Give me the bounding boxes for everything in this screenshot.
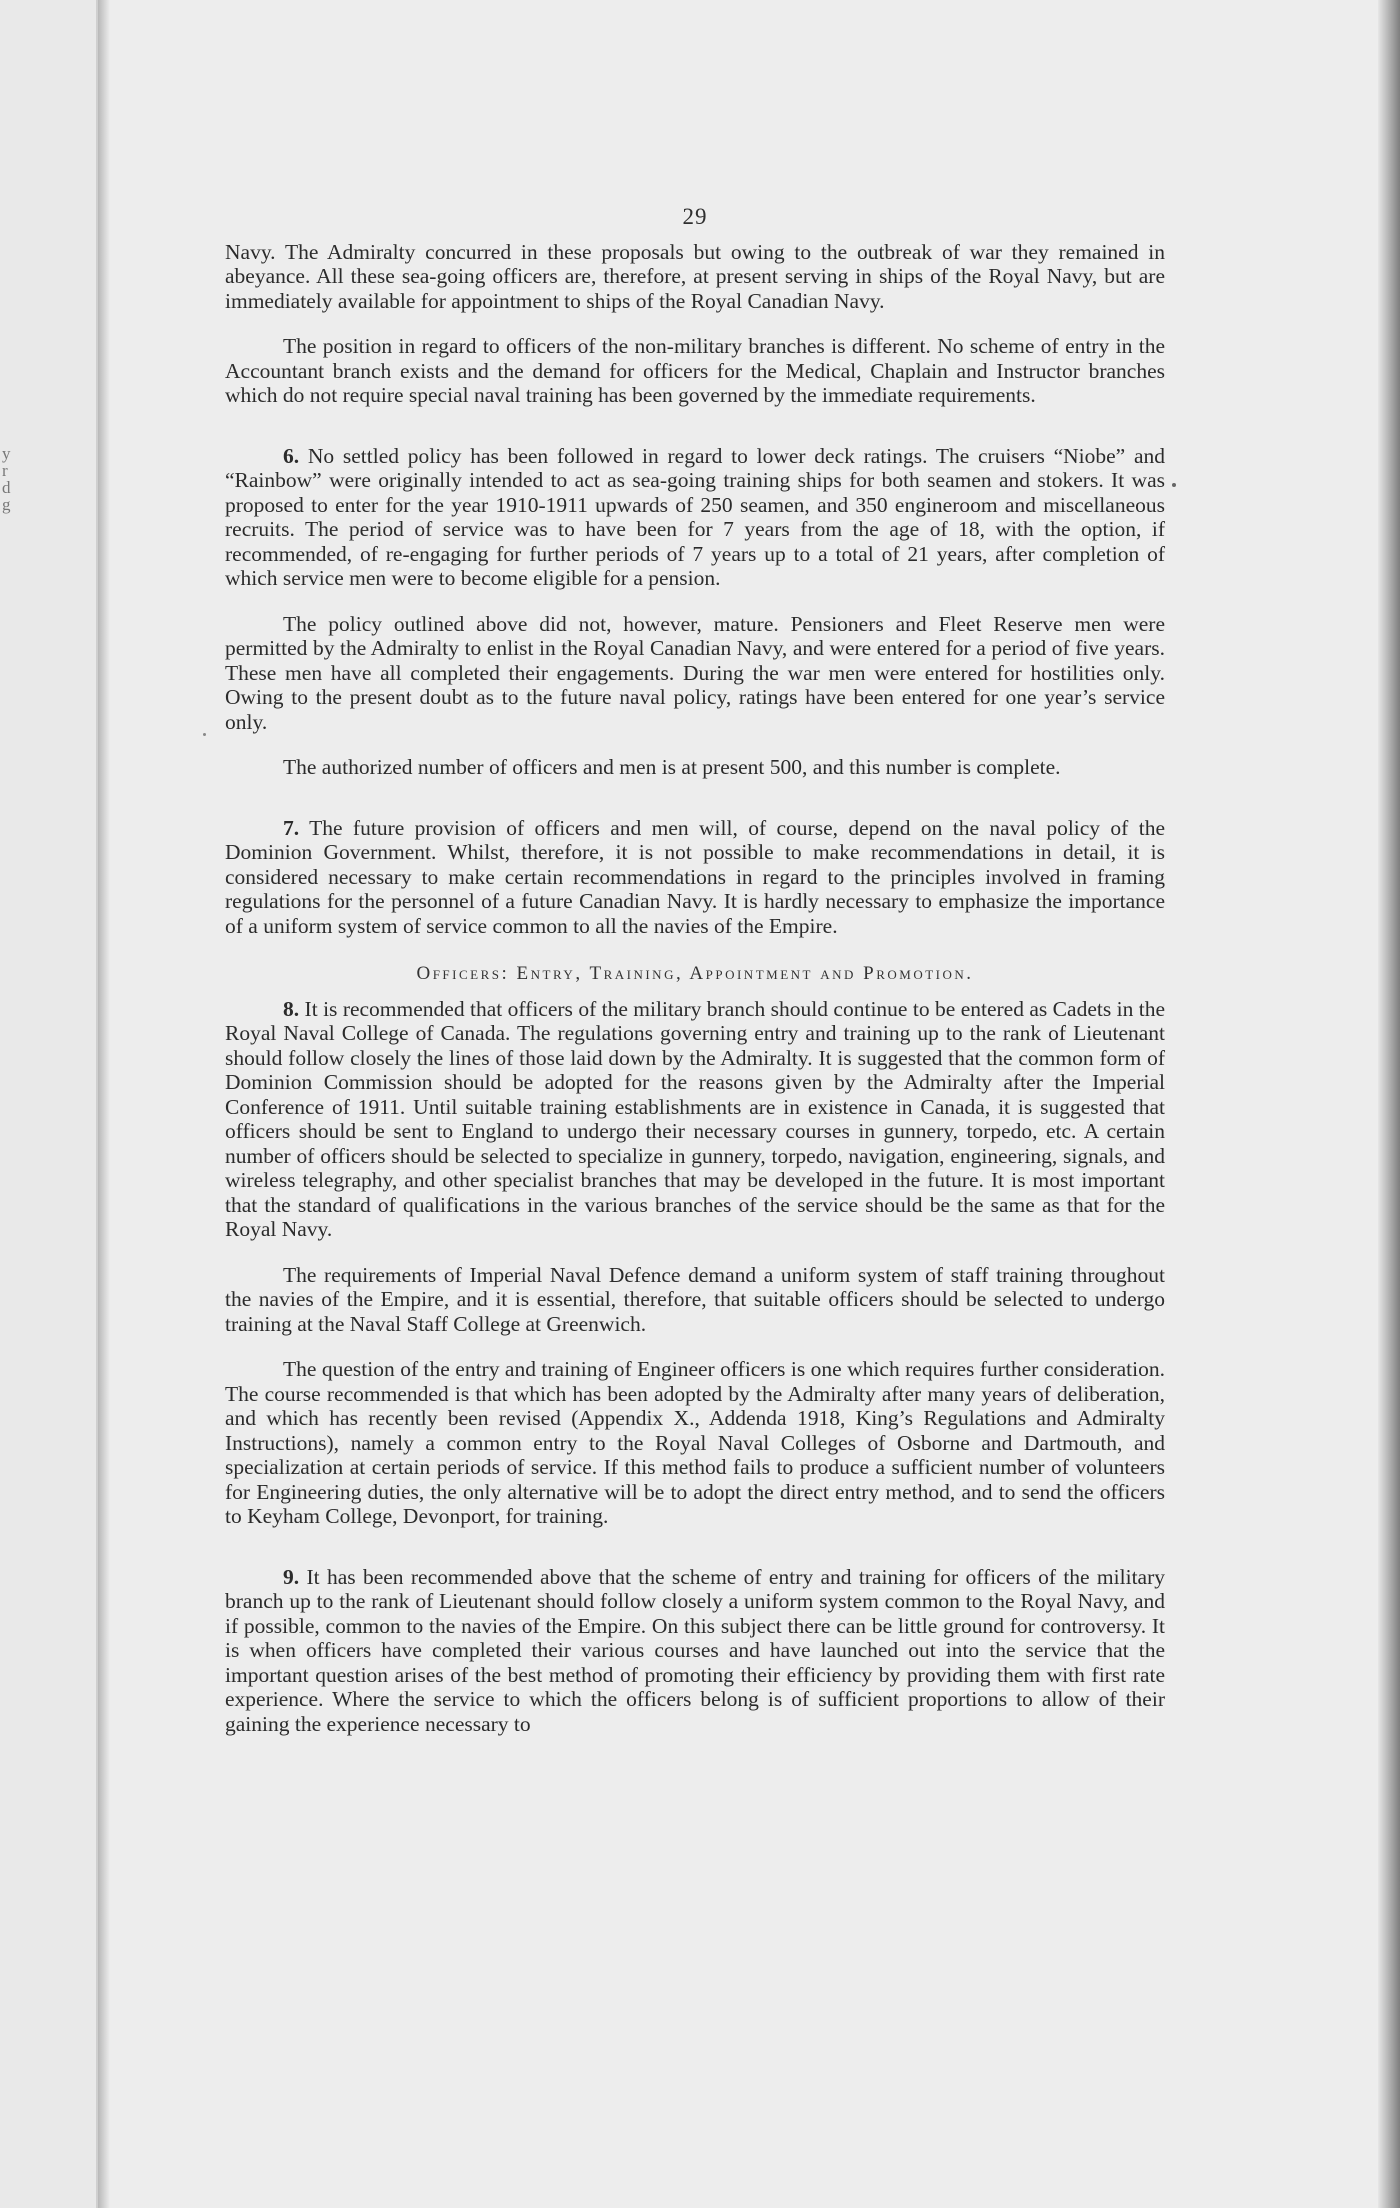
facing-page-margin-text (2, 445, 14, 513)
paragraph-text: The policy outlined above did not, however, mature. Pensioners and Fleet Reserve men were permitted by the Admiralty to enlist in the Royal Canadian Navy, and were entered for a period of five years. These men have all completed their engagements. During the war men were entered for hostilities only. Owing to the present doubt as to the future naval policy, ratings have been entered for one year’s service only. (225, 611, 1165, 734)
paragraph-text: No settled policy has been followed in regard to lower deck ratings. The cruisers “Niobe” and “Rainbow” were originally intended to act as sea-going training ships for both seamen and stokers. It was proposed to enter for the year 1910-1911 upwards of 250 seamen, and 350 engineroom and miscellaneous recruits. The period of service was to have been for 7 years from the age of 18, with the option, if recommended, of re-engaging for further periods of 7 years up to a total of 21 years, after completion of which service men were to become eligible for a pension. (225, 443, 1165, 590)
paragraph (225, 755, 1165, 780)
paragraph (225, 240, 1165, 314)
paragraph-text: The authorized number of officers and men is at present 500, and this number is complete. (283, 755, 1061, 779)
section-heading: Officers: Entry, Training, Appointment and Promotion. (416, 963, 974, 984)
margin-mark: d (2, 478, 11, 497)
page-edge-shadow (1378, 0, 1400, 2208)
paragraph (225, 612, 1165, 735)
margin-mark: r (2, 461, 8, 480)
paragraph (225, 1357, 1165, 1529)
paragraph-text: It is recommended that officers of the military branch should continue to be entered as Cadets in the Royal Naval College of Canada. The regulations governing entry and training up to the rank of Lieutenant should follow closely the lines of those laid down by the Admiralty. It is suggested that the common form of Dominion Commission should be adopted for the reasons given by the Admiralty after the Imperial Conference of 1911. Until suitable training establishments are in existence in Canada, it is suggested that officers should be sent to England to undergo their necessary courses in gunnery, torpedo, etc. A certain number of officers should be selected to specialize in gunnery, torpedo, navigation, engineering, signals, and wireless telegraphy, and other specialist branches that may be developed in the future. It is most important that the standard of qualifications in the various branches of the service should be the same as that for the Royal Navy. (225, 996, 1165, 1241)
facing-page-edge (0, 0, 98, 2208)
paragraph-number: 7. (283, 815, 300, 840)
paragraph-number: 9. (283, 1564, 300, 1589)
numbered-paragraph-9 (225, 1565, 1165, 1737)
paragraph (225, 1263, 1165, 1337)
numbered-paragraph-8 (225, 997, 1165, 1242)
paragraph-text: The requirements of Imperial Naval Defence demand a uniform system of staff training throughout the navies of the Empire, and it is essential, therefore, that suitable officers should be selected to undergo training at the Naval Staff College at Greenwich. (225, 1262, 1165, 1336)
numbered-paragraph-6 (225, 444, 1165, 591)
paragraph-number: 6. (283, 443, 300, 468)
margin-mark: g (2, 495, 11, 514)
binding-gutter (98, 0, 110, 2208)
paragraph (225, 334, 1165, 408)
page-number: 29 (682, 204, 708, 229)
ink-speck (1172, 483, 1176, 487)
paragraph-number: 8. (283, 996, 300, 1021)
margin-mark: y (2, 444, 11, 463)
ink-speck (203, 733, 206, 736)
numbered-paragraph-7 (225, 816, 1165, 939)
paragraph-text: The position in regard to officers of the non-military branches is different. No scheme of entry in the Accountant branch exists and the demand for officers for the Medical, Chaplain and Instructor branches which do not require special naval training has been governed by the immediate requirements. (225, 334, 1165, 407)
paragraph-text: The question of the entry and training of Engineer officers is one which requires further consideration. The course recommended is that which has been adopted by the Admiralty after many years of deliberation, and which has recently been revised (Appendix X., Addenda 1918, King’s Regulations and Admiralty Instructions), namely a common entry to the Royal Naval Colleges of Osborne and Dartmouth, and specialization at certain periods of service. If this method fails to produce a sufficient number of volunteers for Engineering duties, the only alternative will be to adopt the direct entry method, and to send the officers to Keyham College, Devonport, for training. (225, 1357, 1165, 1528)
paragraph-text: It has been recommended above that the scheme of entry and training for officers of the military branch up to the rank of Lieutenant should follow closely a uniform system common to the Royal Navy, and if possible, common to the navies of the Empire. On this subject there can be little ground for controversy. It is when officers have completed their various courses and have launched out into the service that the important question arises of the best method of promoting their efficiency by providing them with first rate experience. Where the service to which the officers belong is of sufficient proportions to allow of their gaining the experience necessary to (225, 1564, 1166, 1736)
paragraph-text: Navy. The Admiralty concurred in these proposals but owing to the outbreak of war they remained in abeyance. All these sea-going officers are, therefore, at present serving in ships of the Royal Navy, but are immediately available for appointment to ships of the Royal Canadian Navy. (225, 239, 1165, 313)
paragraph-text: The future provision of officers and men will, of course, depend on the naval policy of the Dominion Government. Whilst, therefore, it is not possible to make recommendations in detail, it is considered necessary to make certain recommendations in regard to the principles involved in framing regulations for the personnel of a future Canadian Navy. It is hardly necessary to emphasize the importance of a uniform system of service common to all the navies of the Empire. (225, 815, 1165, 938)
document-page (225, 205, 1165, 1985)
